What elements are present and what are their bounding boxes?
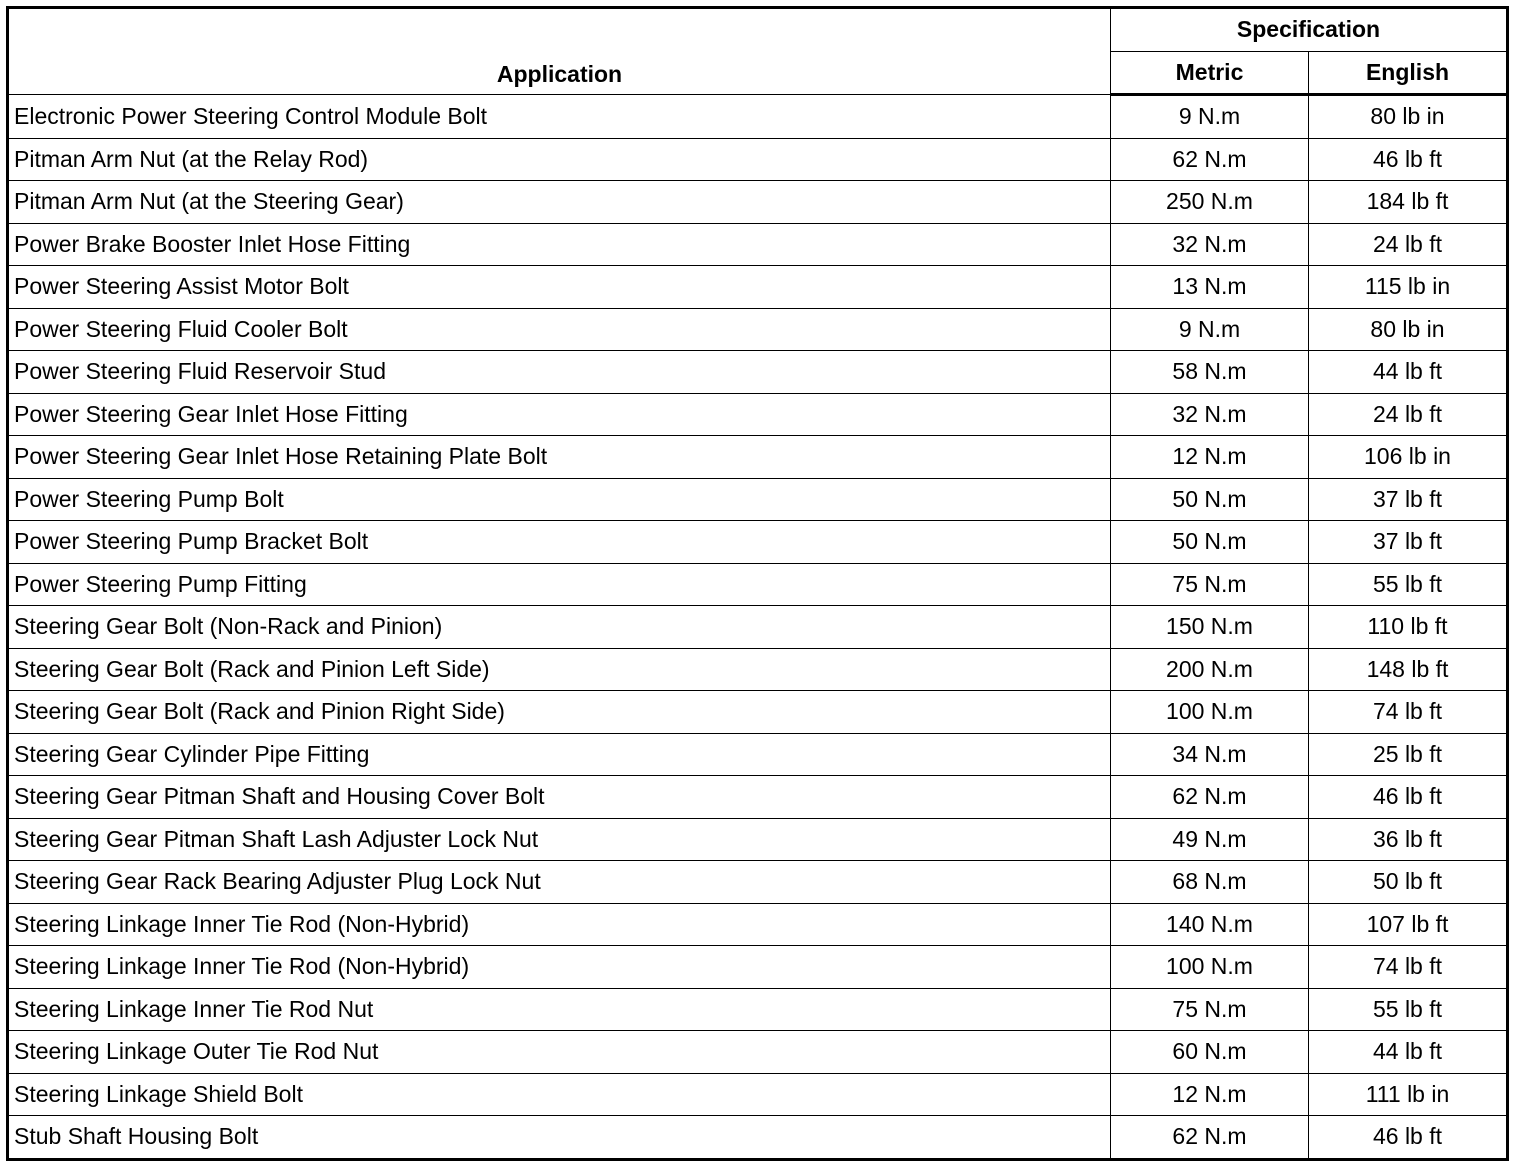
- specification-group-header: Specification: [1111, 8, 1508, 52]
- table-row: [8, 181, 1508, 224]
- english-value-cell: 50 lb ft: [1309, 861, 1508, 904]
- application-cell: Pitman Arm Nut (at the Relay Rod): [8, 138, 1111, 181]
- english-value-cell: 115 lb in: [1309, 266, 1508, 309]
- application-cell: Power Steering Gear Inlet Hose Retaining Plate Bolt: [8, 436, 1111, 479]
- metric-value-cell: 60 N.m: [1111, 1031, 1309, 1074]
- table-row: [8, 988, 1508, 1031]
- metric-value-cell: 9 N.m: [1111, 95, 1309, 139]
- table-row: [8, 95, 1508, 139]
- table-row: [8, 861, 1508, 904]
- application-cell: Power Steering Pump Bolt: [8, 478, 1111, 521]
- application-cell: Power Steering Pump Bracket Bolt: [8, 521, 1111, 564]
- english-value-cell: 107 lb ft: [1309, 903, 1508, 946]
- table-row: [8, 1031, 1508, 1074]
- table-row: [8, 648, 1508, 691]
- english-value-cell: 25 lb ft: [1309, 733, 1508, 776]
- table-row: [8, 266, 1508, 309]
- table-row: [8, 733, 1508, 776]
- english-value-cell: 74 lb ft: [1309, 691, 1508, 734]
- table-row: [8, 691, 1508, 734]
- table-row: [8, 776, 1508, 819]
- english-value-cell: 36 lb ft: [1309, 818, 1508, 861]
- application-cell: Steering Linkage Shield Bolt: [8, 1073, 1111, 1116]
- application-cell: Steering Linkage Inner Tie Rod Nut: [8, 988, 1111, 1031]
- metric-value-cell: 58 N.m: [1111, 351, 1309, 394]
- application-cell: Steering Gear Pitman Shaft and Housing Cover Bolt: [8, 776, 1111, 819]
- table-row: [8, 521, 1508, 564]
- metric-value-cell: 50 N.m: [1111, 521, 1309, 564]
- table-row: [8, 223, 1508, 266]
- application-cell: Steering Gear Rack Bearing Adjuster Plug Lock Nut: [8, 861, 1111, 904]
- table-row: [8, 946, 1508, 989]
- english-value-cell: 74 lb ft: [1309, 946, 1508, 989]
- english-value-cell: 106 lb in: [1309, 436, 1508, 479]
- metric-value-cell: 49 N.m: [1111, 818, 1309, 861]
- english-value-cell: 37 lb ft: [1309, 478, 1508, 521]
- english-value-cell: 80 lb in: [1309, 308, 1508, 351]
- table-row: [8, 903, 1508, 946]
- english-value-cell: 55 lb ft: [1309, 988, 1508, 1031]
- application-cell: Steering Gear Bolt (Rack and Pinion Right Side): [8, 691, 1111, 734]
- table-header: [8, 8, 1508, 95]
- metric-value-cell: 68 N.m: [1111, 861, 1309, 904]
- metric-value-cell: 32 N.m: [1111, 223, 1309, 266]
- application-cell: Steering Linkage Inner Tie Rod (Non-Hybrid): [8, 903, 1111, 946]
- english-value-cell: 46 lb ft: [1309, 776, 1508, 819]
- metric-value-cell: 62 N.m: [1111, 776, 1309, 819]
- metric-value-cell: 34 N.m: [1111, 733, 1309, 776]
- english-value-cell: 148 lb ft: [1309, 648, 1508, 691]
- metric-value-cell: 140 N.m: [1111, 903, 1309, 946]
- metric-value-cell: 12 N.m: [1111, 436, 1309, 479]
- application-cell: Steering Linkage Outer Tie Rod Nut: [8, 1031, 1111, 1074]
- metric-value-cell: 13 N.m: [1111, 266, 1309, 309]
- application-cell: Stub Shaft Housing Bolt: [8, 1116, 1111, 1160]
- english-value-cell: 55 lb ft: [1309, 563, 1508, 606]
- metric-value-cell: 62 N.m: [1111, 1116, 1309, 1160]
- table-row: [8, 436, 1508, 479]
- english-value-cell: 80 lb in: [1309, 95, 1508, 139]
- application-cell: Steering Gear Bolt (Rack and Pinion Left Side): [8, 648, 1111, 691]
- application-cell: Power Steering Assist Motor Bolt: [8, 266, 1111, 309]
- english-value-cell: 46 lb ft: [1309, 1116, 1508, 1160]
- application-cell: Power Steering Pump Fitting: [8, 563, 1111, 606]
- english-value-cell: 37 lb ft: [1309, 521, 1508, 564]
- application-cell: Steering Gear Bolt (Non-Rack and Pinion): [8, 606, 1111, 649]
- english-value-cell: 111 lb in: [1309, 1073, 1508, 1116]
- header-row: [8, 8, 1508, 52]
- application-cell: Power Steering Fluid Cooler Bolt: [8, 308, 1111, 351]
- metric-value-cell: 100 N.m: [1111, 946, 1309, 989]
- fastener-specification-table: [6, 6, 1509, 1161]
- metric-value-cell: 62 N.m: [1111, 138, 1309, 181]
- english-value-cell: 110 lb ft: [1309, 606, 1508, 649]
- metric-value-cell: 200 N.m: [1111, 648, 1309, 691]
- application-cell: Power Brake Booster Inlet Hose Fitting: [8, 223, 1111, 266]
- english-value-cell: 184 lb ft: [1309, 181, 1508, 224]
- metric-value-cell: 9 N.m: [1111, 308, 1309, 351]
- table-row: [8, 393, 1508, 436]
- english-value-cell: 46 lb ft: [1309, 138, 1508, 181]
- table-row: [8, 563, 1508, 606]
- table-row: [8, 606, 1508, 649]
- english-value-cell: 44 lb ft: [1309, 351, 1508, 394]
- english-value-cell: 24 lb ft: [1309, 223, 1508, 266]
- table-row: [8, 308, 1508, 351]
- application-cell: Power Steering Fluid Reservoir Stud: [8, 351, 1111, 394]
- application-cell: Electronic Power Steering Control Module Bolt: [8, 95, 1111, 139]
- english-column-header: English: [1309, 51, 1508, 95]
- table-body: [8, 95, 1508, 1160]
- metric-value-cell: 250 N.m: [1111, 181, 1309, 224]
- metric-value-cell: 75 N.m: [1111, 563, 1309, 606]
- english-value-cell: 24 lb ft: [1309, 393, 1508, 436]
- application-cell: Steering Gear Pitman Shaft Lash Adjuster Lock Nut: [8, 818, 1111, 861]
- table-row: [8, 1073, 1508, 1116]
- metric-column-header: Metric: [1111, 51, 1309, 95]
- table-row: [8, 351, 1508, 394]
- table-row: [8, 478, 1508, 521]
- metric-value-cell: 50 N.m: [1111, 478, 1309, 521]
- table-row: [8, 1116, 1508, 1160]
- application-cell: Pitman Arm Nut (at the Steering Gear): [8, 181, 1111, 224]
- application-cell: Steering Linkage Inner Tie Rod (Non-Hybrid): [8, 946, 1111, 989]
- metric-value-cell: 100 N.m: [1111, 691, 1309, 734]
- metric-value-cell: 75 N.m: [1111, 988, 1309, 1031]
- table-row: [8, 138, 1508, 181]
- metric-value-cell: 150 N.m: [1111, 606, 1309, 649]
- metric-value-cell: 12 N.m: [1111, 1073, 1309, 1116]
- application-cell: Steering Gear Cylinder Pipe Fitting: [8, 733, 1111, 776]
- table-row: [8, 818, 1508, 861]
- application-column-header: Application: [8, 8, 1111, 95]
- application-cell: Power Steering Gear Inlet Hose Fitting: [8, 393, 1111, 436]
- metric-value-cell: 32 N.m: [1111, 393, 1309, 436]
- english-value-cell: 44 lb ft: [1309, 1031, 1508, 1074]
